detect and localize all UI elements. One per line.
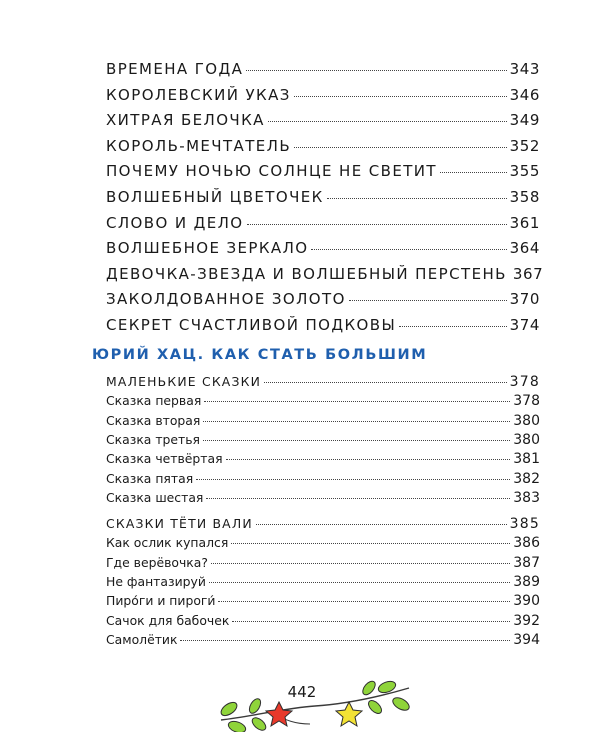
toc-leader-dots (268, 121, 507, 122)
yellow-star-icon (336, 702, 362, 726)
toc-leader-dots (211, 563, 510, 564)
toc-entry-page: 385 (509, 516, 540, 532)
toc-entry (106, 516, 540, 532)
toc-leader-dots (294, 96, 507, 97)
toc-entry (106, 555, 540, 571)
toc-entry-title: Сачок для бабочек (106, 612, 230, 628)
toc-leader-dots (218, 601, 510, 602)
author-heading: ЮРИЙ ХАЦ. КАК СТАТЬ БОЛЬШИМ (92, 347, 428, 363)
toc-entry-title: ХИТРАЯ БЕЛОЧКА (106, 111, 265, 130)
toc-entry (106, 393, 540, 409)
toc-entry (106, 290, 540, 308)
toc-entry (106, 490, 540, 506)
toc-entry-page: 367 (512, 264, 544, 283)
toc-entry (106, 374, 540, 390)
toc-leader-dots (246, 70, 506, 71)
toc-leader-dots (203, 421, 510, 422)
toc-entry (106, 413, 540, 429)
toc-entry-page: 390 (513, 593, 540, 610)
toc-entry-title: СЕКРЕТ СЧАСТЛИВОЙ ПОДКОВЫ (106, 316, 397, 334)
toc-entry-title: СКАЗКИ ТЁТИ ВАЛИ (106, 516, 253, 531)
toc-entry (106, 111, 540, 129)
toc-entry-page: 378 (513, 393, 540, 410)
toc-entry (106, 86, 540, 104)
toc-leader-dots (196, 479, 510, 480)
toc-leader-dots (327, 198, 507, 199)
toc-entry (106, 316, 540, 334)
red-star-icon (266, 702, 292, 726)
toc-entry-page: 346 (509, 85, 540, 104)
toc-entry-title: ВРЕМЕНА ГОДА (106, 60, 244, 78)
toc-entry (106, 451, 540, 467)
toc-entry (106, 632, 540, 648)
toc-entry-title: КОРОЛЬ-МЕЧТАТЕЛЬ (106, 136, 292, 155)
toc-entry-page: 355 (509, 162, 540, 181)
toc-leader-dots (180, 640, 510, 641)
toc-entry-title: СЛОВО И ДЕЛО (106, 213, 244, 232)
toc-entry-title: Сказка шестая (106, 489, 204, 505)
leaf-icon (247, 697, 263, 715)
toc-entry-page: 361 (509, 213, 540, 232)
toc-leader-dots (247, 224, 507, 225)
toc-entry-title: Сказка четвёртая (106, 451, 223, 467)
toc-entry (106, 613, 540, 629)
toc-leader-dots (349, 300, 507, 301)
toc-entry-title: ВОЛШЕБНЫЙ ЦВЕТОЧЕК (106, 188, 324, 206)
toc-entry-page: 374 (509, 316, 540, 334)
toc-leader-dots (231, 543, 510, 544)
toc-entry-page: 380 (513, 412, 540, 429)
leaf-icon (360, 679, 377, 697)
toc-entry-title: Сказка вторая (106, 412, 201, 428)
toc-leader-dots (399, 326, 506, 327)
toc-leader-dots (264, 382, 507, 383)
toc-entry-page: 381 (513, 451, 540, 468)
toc-entry-title: Сказка третья (106, 431, 201, 447)
toc-entry-page: 383 (513, 489, 540, 506)
toc-entry-title: Сказка первая (106, 393, 202, 409)
toc-entry-page: 352 (509, 136, 540, 155)
toc-entry (106, 60, 540, 78)
toc-entry (106, 239, 540, 257)
toc-entry (106, 214, 540, 232)
toc-entry-page: 389 (513, 573, 540, 590)
toc-entry-page: 358 (509, 188, 540, 206)
toc-entry-page: 394 (513, 631, 540, 648)
toc-entry-title: Как ослик купался (106, 535, 229, 551)
toc-entry (106, 574, 540, 590)
toc-entry (106, 593, 540, 609)
toc-entry-page: 343 (509, 60, 540, 78)
toc-entry-page: 386 (513, 535, 540, 552)
leaf-icon (391, 695, 412, 713)
leaf-icon (250, 715, 268, 732)
toc-entry-title: Самолётик (106, 631, 178, 647)
toc-entry-page: 378 (509, 374, 540, 390)
leaf-icon (219, 700, 239, 719)
page-number: 442 (287, 683, 317, 701)
toc-entry-page: 364 (509, 239, 540, 258)
toc-leader-dots (209, 582, 510, 583)
toc-leader-dots (311, 249, 506, 250)
toc-entry-title: КОРОЛЕВСКИЙ УКАЗ (106, 85, 291, 104)
toc-entry-page: 370 (509, 290, 540, 309)
leaf-icon (227, 719, 247, 732)
toc-entry-title: Не фантазируй (106, 573, 206, 589)
toc-leader-dots (203, 440, 510, 441)
toc-entry (106, 471, 540, 487)
toc-leader-dots (226, 459, 511, 460)
toc-leader-dots (256, 524, 507, 525)
toc-entry (106, 535, 540, 551)
toc-leader-dots (232, 621, 510, 622)
toc-entry-title: ЗАКОЛДОВАННОЕ ЗОЛОТО (106, 290, 346, 309)
toc-entry-title: Где верёвочка? (106, 554, 208, 570)
toc-leader-dots (294, 147, 507, 148)
toc-entry-title: ВОЛШЕБНОЕ ЗЕРКАЛО (106, 239, 309, 258)
toc-entry (106, 137, 540, 155)
toc-entry-page: 392 (513, 612, 540, 629)
toc-entry (106, 264, 544, 283)
toc-leader-dots (204, 401, 510, 402)
toc-entry-title: МАЛЕНЬКИЕ СКАЗКИ (106, 374, 262, 389)
toc-entry-title: Сказка пятая (106, 470, 194, 486)
toc-entry-page: 349 (509, 111, 540, 130)
toc-entry-title: Пиро́ги и пироги́ (106, 593, 216, 609)
toc-entry-page: 380 (513, 431, 540, 448)
toc-entry (106, 188, 540, 206)
toc-entry (106, 432, 540, 448)
toc-leader-dots (206, 498, 510, 499)
leaf-icon (366, 698, 384, 716)
toc-leader-dots (440, 172, 507, 173)
toc-entry-page: 387 (513, 554, 540, 571)
toc-entry (106, 162, 540, 180)
toc-entry-title: ДЕВОЧКА-ЗВЕЗДА И ВОЛШЕБНЫЙ ПЕРСТЕНЬ (106, 264, 507, 283)
toc-entry-title: ПОЧЕМУ НОЧЬЮ СОЛНЦЕ НЕ СВЕТИТ (106, 162, 437, 181)
toc-entry-page: 382 (513, 470, 540, 487)
